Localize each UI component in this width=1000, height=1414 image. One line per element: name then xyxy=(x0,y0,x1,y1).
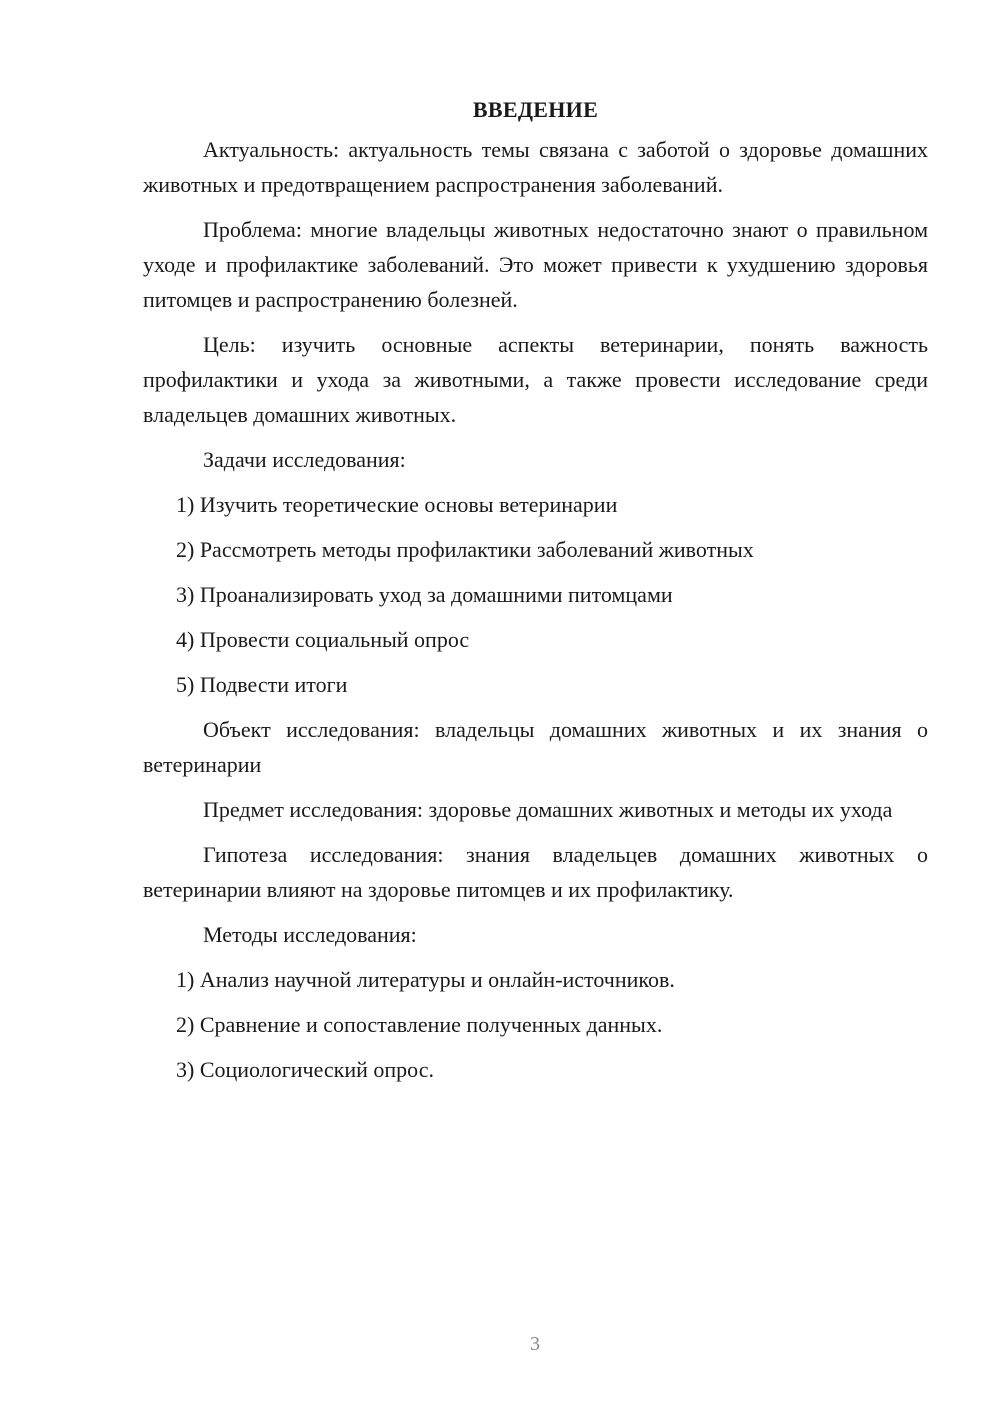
object-paragraph: Объект исследования: владельцы домашних животных и их знания о ветеринарии xyxy=(143,717,928,777)
list-item: 5) Подвести итоги xyxy=(176,672,348,697)
list-item: 2) Сравнение и сопоставление полученных данных. xyxy=(176,1012,663,1037)
goal-paragraph: Цель: изучить основные аспекты ветеринарии, понять важность профилактики и ухода за животными, а также провести исследование среди владельцев домашних животных. xyxy=(143,332,928,427)
list-item: 3) Проанализировать уход за домашними питомцами xyxy=(176,582,673,607)
subject-paragraph: Предмет исследования: здоровье домашних животных и методы их ухода xyxy=(203,797,893,822)
methods-list xyxy=(143,962,928,1087)
tasks-list xyxy=(143,487,928,702)
tasks-heading: Задачи исследования: xyxy=(203,447,406,472)
relevance-paragraph: Актуальность: актуальность темы связана с заботой о здоровье домашних животных и предотвращением распространения заболеваний. xyxy=(143,137,928,197)
list-item: 2) Рассмотреть методы профилактики заболеваний животных xyxy=(176,537,754,562)
section-title: ВВЕДЕНИЕ xyxy=(472,97,599,122)
hypothesis-paragraph: Гипотеза исследования: знания владельцев домашних животных о ветеринарии влияют на здоровье питомцев и их профилактику. xyxy=(143,842,928,902)
list-item: 1) Изучить теоретические основы ветеринарии xyxy=(176,492,618,517)
document-page xyxy=(143,92,928,1097)
methods-heading: Методы исследования: xyxy=(203,922,417,947)
problem-paragraph: Проблема: многие владельцы животных недостаточно знают о правильном уходе и профилактике заболеваний. Это может привести к ухудшению здоровья питомцев и распространению болезней. xyxy=(143,217,928,312)
page-number: 3 xyxy=(530,1333,540,1355)
list-item: 1) Анализ научной литературы и онлайн-источников. xyxy=(176,967,675,992)
list-item: 4) Провести социальный опрос xyxy=(176,627,470,652)
list-item: 3) Социологический опрос. xyxy=(176,1057,434,1082)
